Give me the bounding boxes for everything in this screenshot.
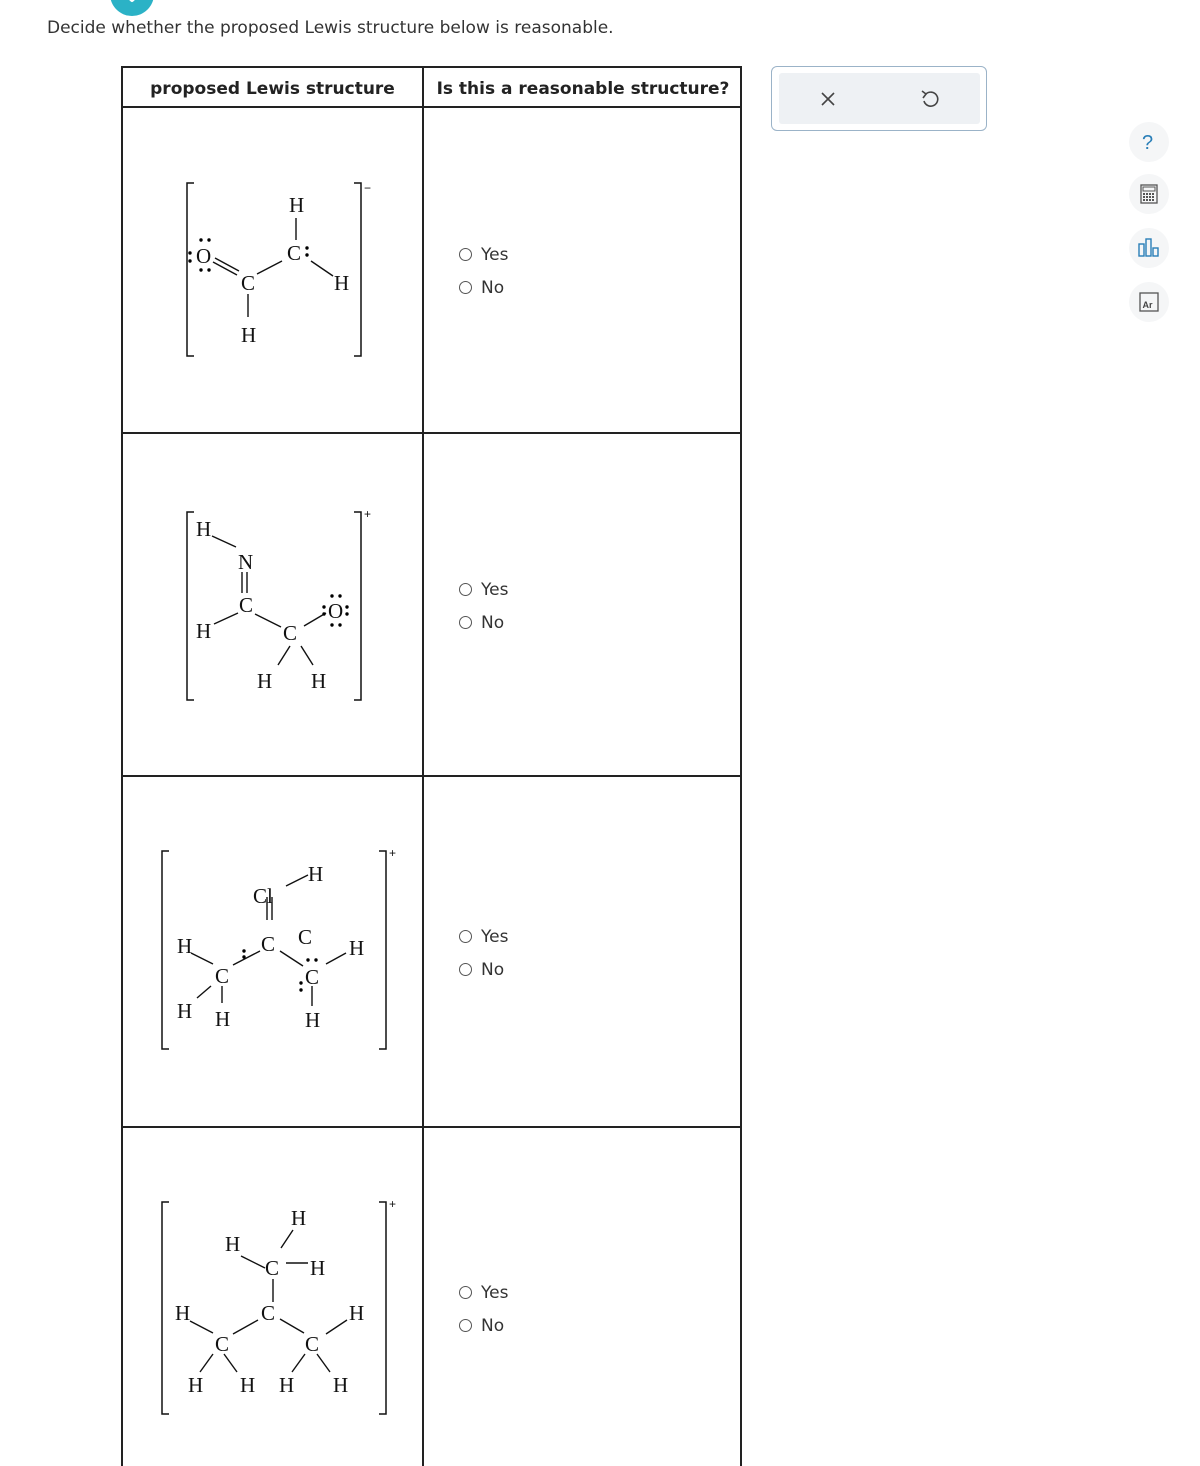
atom-H: H xyxy=(349,936,365,960)
radio-button[interactable] xyxy=(459,248,472,261)
option-label: No xyxy=(481,277,505,298)
atom-H: H xyxy=(196,517,212,541)
charge-label: + xyxy=(389,846,397,860)
lewis-structure-4 xyxy=(153,1196,403,1425)
option-label: No xyxy=(481,959,505,980)
option-yes[interactable] xyxy=(459,1276,508,1309)
charge-label: + xyxy=(389,1197,397,1211)
row-divider xyxy=(123,1126,740,1128)
lewis-structure-3 xyxy=(153,843,403,1062)
option-label: No xyxy=(481,612,505,633)
periodic-table-icon[interactable] xyxy=(1129,282,1169,322)
option-no[interactable] xyxy=(459,953,508,986)
collapse-chevron-icon[interactable] xyxy=(108,0,156,18)
lewis-structure-table xyxy=(121,66,742,1466)
radio-button[interactable] xyxy=(459,1286,472,1299)
lewis-structure-2 xyxy=(178,508,388,712)
option-yes[interactable] xyxy=(459,920,508,953)
option-label: Yes xyxy=(481,244,509,265)
row-divider xyxy=(123,775,740,777)
atom-C: C xyxy=(287,241,302,265)
atom-H: H xyxy=(177,999,193,1023)
atom-C: C xyxy=(261,932,276,956)
atom-C: C xyxy=(215,1332,230,1356)
atom-H: H xyxy=(225,1232,241,1256)
column-header-structure: proposed Lewis structure xyxy=(150,79,395,99)
option-label: Yes xyxy=(481,1282,509,1303)
atom-H: H xyxy=(310,1256,326,1280)
option-yes[interactable] xyxy=(459,573,508,606)
atom-C: C xyxy=(241,271,256,295)
charge-label: + xyxy=(364,508,372,521)
atom-Cl: Cl xyxy=(253,884,273,908)
atom-N: N xyxy=(238,550,254,574)
answer-options-3 xyxy=(459,920,508,986)
atom-H: H xyxy=(257,669,273,693)
calculator-icon[interactable] xyxy=(1129,174,1169,214)
option-label: Yes xyxy=(481,926,509,947)
help-icon[interactable] xyxy=(1129,122,1169,162)
option-no[interactable] xyxy=(459,606,508,639)
atom-C: C xyxy=(239,593,254,617)
radio-button[interactable] xyxy=(459,963,472,976)
table-header xyxy=(123,68,740,108)
atom-H: H xyxy=(279,1373,295,1397)
option-no[interactable] xyxy=(459,271,508,304)
radio-button[interactable] xyxy=(459,583,472,596)
atom-H: H xyxy=(177,934,193,958)
atom-H: H xyxy=(175,1301,191,1325)
atom-H: H xyxy=(333,1373,349,1397)
atom-H: H xyxy=(311,669,327,693)
x-icon[interactable] xyxy=(815,86,841,112)
atom-H: H xyxy=(308,862,324,886)
option-label: No xyxy=(481,1315,505,1336)
atom-H: H xyxy=(215,1007,231,1031)
answer-options-1 xyxy=(459,238,508,304)
toolbox-inner xyxy=(779,73,980,124)
column-header-reasonable: Is this a reasonable structure? xyxy=(436,79,730,99)
atom-C: C xyxy=(283,621,298,645)
answer-options-2 xyxy=(459,573,508,639)
atom-H: H xyxy=(196,619,212,643)
atom-H: H xyxy=(305,1008,321,1032)
row-divider xyxy=(123,432,740,434)
option-label: Yes xyxy=(481,579,509,600)
answer-options-4 xyxy=(459,1276,508,1342)
bar-chart-icon[interactable] xyxy=(1129,228,1169,268)
column-divider xyxy=(422,68,424,1466)
charge-label: − xyxy=(364,181,372,195)
radio-button[interactable] xyxy=(459,930,472,943)
atom-H: H xyxy=(241,323,257,347)
svg-text:Ar: Ar xyxy=(1142,300,1153,310)
svg-text:?: ? xyxy=(1142,132,1154,154)
option-no[interactable] xyxy=(459,1309,508,1342)
atom-H: H xyxy=(240,1373,256,1397)
atom-C: C xyxy=(215,964,230,988)
option-yes[interactable] xyxy=(459,238,508,271)
atom-C: C xyxy=(298,925,313,949)
atom-C: C xyxy=(305,965,320,989)
radio-button[interactable] xyxy=(459,281,472,294)
radio-button[interactable] xyxy=(459,616,472,629)
atom-H: H xyxy=(188,1373,204,1397)
atom-O: O xyxy=(328,599,344,623)
atom-H: H xyxy=(291,1206,307,1230)
atom-H: H xyxy=(349,1301,365,1325)
atom-C: C xyxy=(265,1256,280,1280)
atom-C: C xyxy=(305,1332,320,1356)
atom-H: H xyxy=(289,193,305,217)
lewis-structure-1 xyxy=(178,178,388,372)
atom-O: O xyxy=(196,244,212,268)
undo-icon[interactable] xyxy=(917,86,943,112)
radio-button[interactable] xyxy=(459,1319,472,1332)
atom-H: H xyxy=(334,271,350,295)
atom-C: C xyxy=(261,1301,276,1325)
question-prompt: Decide whether the proposed Lewis structure below is reasonable. xyxy=(47,18,614,38)
answer-toolbox xyxy=(771,66,987,131)
